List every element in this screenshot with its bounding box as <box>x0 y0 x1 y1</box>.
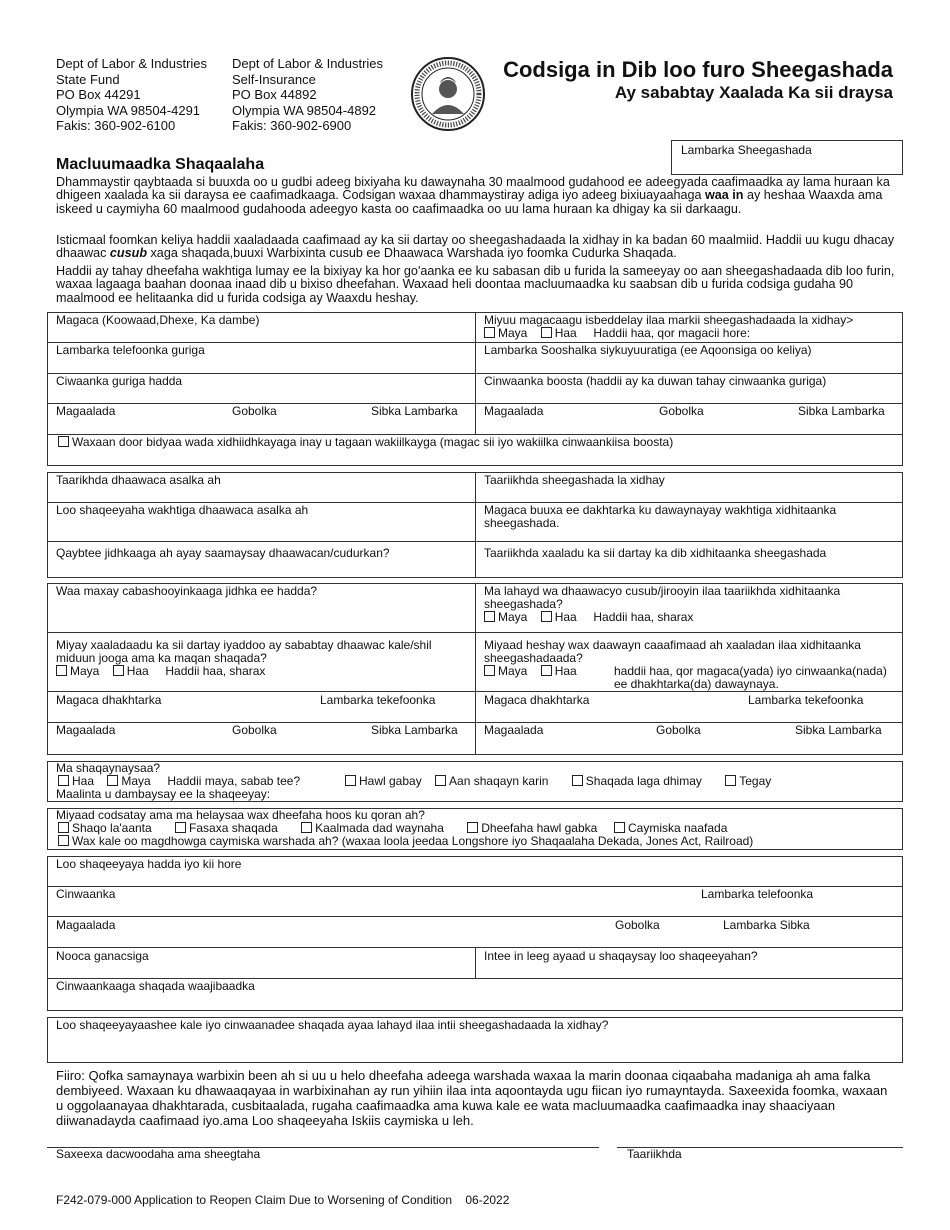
option-label: Maya <box>498 326 528 340</box>
doctor-county-field-2[interactable]: Gobolka <box>656 723 701 737</box>
working-no-checkbox[interactable] <box>58 775 69 786</box>
home-county-field[interactable]: Gobolka <box>232 404 277 418</box>
other-accident-yes-checkbox[interactable] <box>113 665 124 676</box>
po-box: PO Box 44892 <box>232 87 317 102</box>
explain-prompt: Haddii haa, sharax <box>593 610 694 624</box>
reason-laid-off-checkbox[interactable] <box>572 775 583 786</box>
option-label: Wax kale oo magdhowga caymiska warshada ah? (waxaa loola jeedaa Longshore iyo Shaqaalaha Dekada, Jones Act, Railroad) <box>72 834 754 848</box>
form-footer: F242-079-000 Application to Reopen Claim Due to Worsening of Condition 06-2022 <box>56 1193 510 1207</box>
employer-at-injury-field[interactable]: Loo shaqeeyaha wakhtiga dhaawaca asalka ah <box>56 503 309 517</box>
other-insurance-checkbox[interactable] <box>58 835 69 846</box>
employment-length-field[interactable]: Intee in leeg ayaad u shaqaysay loo shaqeeyahan? <box>484 949 758 963</box>
unemployment-checkbox[interactable] <box>58 822 69 833</box>
option-label: Haa <box>126 664 149 678</box>
divider <box>475 583 476 755</box>
mail-county-field[interactable]: Gobolka <box>659 404 704 418</box>
doctor-county-field[interactable]: Gobolka <box>232 723 277 737</box>
city-zip: Olympia WA 98504-4892 <box>232 102 377 118</box>
intro-text: ay heshaa Waaxda ama iskeed u caymiyha 60 maalmood gudahooda adeegyo kasta oo caafimaadka oo uu lama huraan ka dhigay ka sii darkaagu. <box>56 188 883 216</box>
form-subtitle: Ay sababtay Xaalada Ka sii draysa <box>614 83 893 102</box>
mail-city-field[interactable]: Magaalada <box>484 404 544 418</box>
other-industrial-insurance <box>58 835 753 848</box>
divider <box>47 541 903 542</box>
reason-quit-checkbox[interactable] <box>725 775 736 786</box>
intro-emphasis: waa in <box>705 188 744 203</box>
intro-paragraph-2 <box>56 234 896 261</box>
divider <box>47 916 903 917</box>
name-changed-no-checkbox[interactable] <box>484 327 495 338</box>
option-label: Haa <box>554 610 577 624</box>
last-day-worked-field[interactable]: Maalinta u dambaysay ee la shaqeeyay: <box>56 787 271 801</box>
why-not-question: Haddii maya, sabab tee? <box>167 774 301 788</box>
mail-zip-field[interactable]: Sibka Lambarka <box>798 404 885 418</box>
fax-number: Fakis: 360-902-6100 <box>56 118 176 133</box>
treatment-prompt: haddii haa, qor magaca(yada) iyo cinwaanka(nada) ee dhakhtarka(da) dawaynaya. <box>614 664 887 691</box>
home-city-field[interactable]: Magaalada <box>56 404 116 418</box>
intro-emphasis: cusub <box>109 246 148 261</box>
option-label: Haa <box>554 326 577 340</box>
home-zip-field[interactable]: Sibka Lambarka <box>371 404 458 418</box>
option-label: Maya <box>498 610 528 624</box>
option-label: Haa <box>72 774 95 788</box>
business-type-field[interactable]: Nooca ganacsiga <box>56 949 149 963</box>
divider <box>47 632 903 633</box>
worsened-date-field[interactable]: Taariikhda xaaladu ka sii dartay ka dib xidhitaanka sheegashada <box>484 546 827 560</box>
section-title: Macluumaadka Shaqaalaha <box>56 156 265 173</box>
employer-phone-field[interactable]: Lambarka telefoonka <box>701 887 814 901</box>
consent-text: Waxaan door bidyaa wada xidhiidhkayaga inay u tagaan wakiilkayga (magac sii iyo wakiilka cinwaankiisa boosta) <box>72 435 674 449</box>
office-unit: Self-Insurance <box>232 71 316 87</box>
working-yes-checkbox[interactable] <box>107 775 118 786</box>
benefits-question: Miyaad codsatay ama ma helaysaa wax dheefaha hoos ku qoran ah? <box>56 808 425 822</box>
treatment-question: Miyaad heshay wax daawayn caaafimaad ah xaaladan ilaa xidhitaanka sheegashadaada? <box>484 638 861 665</box>
doctor-zip-field[interactable]: Sibka Lambarka <box>371 723 458 737</box>
explain-prompt: Haddii haa, sharax <box>165 664 266 678</box>
option-label: Hawl gabay <box>359 774 422 788</box>
divider <box>475 472 476 578</box>
new-injury-yes-checkbox[interactable] <box>541 611 552 622</box>
fax-number: Fakis: 360-902-6900 <box>232 118 352 133</box>
form-title: Codsiga in Dib loo furo Sheegashada <box>503 57 893 82</box>
dept-name: Dept of Labor & Industries <box>232 56 384 71</box>
state-fund-address <box>56 56 207 134</box>
divider <box>475 947 476 978</box>
current-employer-field[interactable]: Loo shaqeeyaya hadda iyo kii hore <box>56 857 242 871</box>
employer-zip-field[interactable]: Lambarka Sibka <box>723 918 810 932</box>
option-label: Shaqada laga dhimay <box>585 774 702 788</box>
intro-text: Dhammaystir qaybtaada si buuxda oo u gudbi adeeg bixiyaha ku dawaynaha 30 maalmood gudahood ee adeegyada caafimaadka ay lama huraan ka dhigeen xaalada ka sii daraysa ee caafimadkaaga. Codsigan waxaa dhammaystiray adiga iyo adeeg bixiuayaahaga <box>56 175 890 203</box>
home-address-field[interactable]: Ciwaanka guriga hadda <box>56 374 183 388</box>
doctor-name-field[interactable]: Magaca dhakhtarka <box>56 693 162 707</box>
city-zip: Olympia WA 98504-4291 <box>56 102 201 118</box>
fraud-notice: Fiiro: Qofka samaynaya warbixin been ah si uu u helo dheefaha adeega warshada waxaa la marin doonaa ciqaabaha madaniga ah ama falka dembiyeed. Waxaan ku dhawaaqayaa in warbixinahan ay run yihiin ilaa inta aqoontayda ugu fiican iyo rumayntayda. Saxeexida foomka, waxaan u oggolaanayaa dhakhtarada, cusbitaalada, rugaha caafimaadka ama kuwa kale ee wata macluumaadka caafimaadka inay shaaciyaan diiwanadayda caafimaad iyo.ama Loo shaqeeyaha Iskiis caymiska u leh. <box>56 1068 888 1128</box>
treatment-no-checkbox[interactable] <box>484 665 495 676</box>
dept-name: Dept of Labor & Industries <box>56 56 208 71</box>
divider <box>47 691 903 692</box>
other-accident-options <box>56 665 265 678</box>
closing-provider-field[interactable]: Magaca buuxa ee dakhtarka ku dawaynayay wakhtiga xidhitaanka sheegashada. <box>484 503 837 530</box>
doctor-city-field-2[interactable]: Magaalada <box>484 723 544 737</box>
option-label: Maya <box>121 774 151 788</box>
home-phone-field[interactable]: Lambarka telefoonka guriga <box>56 343 205 357</box>
treatment-yes-checkbox[interactable] <box>541 665 552 676</box>
new-injury-no-checkbox[interactable] <box>484 611 495 622</box>
po-box: PO Box 44291 <box>56 87 141 102</box>
option-label: Shaqo la'aanta <box>72 821 152 835</box>
mailing-address-field[interactable]: Cinwaanka boosta (haddii ay ka duwan tahay cinwaanka guriga) <box>484 374 827 388</box>
representative-consent <box>58 436 673 449</box>
new-injury-question: Ma lahayd wa dhaawacyo cusub/jirooyin ilaa taariikhda xidhitaanka sheegashada? <box>484 584 841 611</box>
divider <box>47 403 903 404</box>
option-label: Maya <box>70 664 100 678</box>
public-assistance-checkbox[interactable] <box>301 822 312 833</box>
treatment-options <box>484 665 577 678</box>
injury-date-field[interactable]: Taarikhda dhaawaca asalka ah <box>56 473 221 487</box>
divider <box>47 722 903 723</box>
reason-unable-checkbox[interactable] <box>435 775 446 786</box>
new-injury-options <box>484 611 693 624</box>
intro-paragraph-1 <box>56 176 896 216</box>
employer-county-field[interactable]: Gobolka <box>615 918 660 932</box>
other-accident-no-checkbox[interactable] <box>56 665 67 676</box>
other-accident-question: Miyay xaaladaadu ka sii dartay iyaddoo ay sababtay dhaawac kale/shil miduun jooga ama ka maqan shaqada? <box>56 638 432 665</box>
name-field-label[interactable]: Magaca (Koowaad,Dhexe, Ka dambe) <box>56 313 260 327</box>
intro-text: Isticmaal foomkan keliya haddii xaaladaada caafimaad ay ka sii dartay oo sheegashadaada la xidhay in ka badan 60 maalmiid. Haddii uu kugu dhacay dhaawac <box>56 233 895 261</box>
date-label: Taariikhda <box>627 1147 682 1161</box>
option-label: Aan shaqayn karin <box>449 774 549 788</box>
representative-consent-checkbox[interactable] <box>58 436 69 447</box>
name-changed-question: Miyuu magacaagu isbeddelay ilaa markii sheegashadaada la xidhay> <box>484 313 854 327</box>
other-employers-field[interactable]: Loo shaqeeyayaashee kale iyo cinwaanadee shaqada ayaa lahayd ilaa intii sheegashadaada la xidhay? <box>56 1018 609 1032</box>
option-label: Dheefaha hawl gabka <box>481 821 598 835</box>
intro-paragraph-3: Haddii ay tahay dheefaha wakhtiga lumay ee la bixiyay ka hor go'aanka ee ku sabasan dib u furida la sameeyay oo aan sheegashadaada dib loo furin, waxaa lagaaga baahan doonaa inaad dib u bixiso dheefahan. Waxaad heli doontaa macluumaadka ku saabsan dib u furida codsiga gudaha 90 maalmood ee helitaanka did u furida codsiga ay Waaxdu heshay. <box>56 264 895 305</box>
employer-address-field[interactable]: Cinwaanka <box>56 887 116 901</box>
intro-text: xaga shaqada,buuxi Warbixinta cusub ee Dhaawaca Warshada iyo foomka Cudurka Shaqada. <box>147 246 677 261</box>
reason-retired-checkbox[interactable] <box>345 775 356 786</box>
doctor-phone-field[interactable]: Lambarka tekefoonka <box>320 693 436 707</box>
retirement-benefits-checkbox[interactable] <box>467 822 478 833</box>
option-label: Haa <box>554 664 577 678</box>
doctor-city-field[interactable]: Magaalada <box>56 723 116 737</box>
leave-checkbox[interactable] <box>175 822 186 833</box>
signature-label: Saxeexa dacwoodaha ama sheegtaha <box>56 1147 261 1161</box>
office-unit: State Fund <box>56 71 120 87</box>
option-label: Tegay <box>739 774 772 788</box>
option-label: Caymiska naafada <box>628 821 728 835</box>
current-symptoms-field[interactable]: Waa maxay cabashooyinkaaga jidhka ee hadda? <box>56 584 318 598</box>
reason-options <box>345 775 771 788</box>
claim-number-field[interactable] <box>671 140 903 175</box>
claim-closed-date-field[interactable]: Taariikhda sheegashada la xidhay <box>484 473 665 487</box>
previous-name-prompt: Haddii haa, qor magacii hore: <box>593 326 751 340</box>
self-insurance-address <box>232 56 383 134</box>
working-question: Ma shaqaynaysaa? <box>56 761 161 775</box>
disability-insurance-checkbox[interactable] <box>614 822 625 833</box>
option-label: Kaalmada dad waynaha <box>315 821 444 835</box>
employer-city-field[interactable]: Magaalada <box>56 918 116 932</box>
doctor-name-field-2[interactable]: Magaca dhakhtarka <box>484 693 590 707</box>
option-label: Fasaxa shaqada <box>189 821 278 835</box>
doctor-zip-field-2[interactable]: Sibka Lambarka <box>795 723 882 737</box>
body-parts-field[interactable]: Qaybtee jidhkaaga ah ayay saamaysay dhaawacan/cudurkan? <box>56 546 390 560</box>
name-changed-options <box>484 327 750 340</box>
doctor-phone-field-2[interactable]: Lambarka tekefoonka <box>748 693 864 707</box>
claim-number-label: Lambarka Sheegashada <box>681 143 812 157</box>
option-label: Maya <box>498 664 528 678</box>
name-changed-yes-checkbox[interactable] <box>541 327 552 338</box>
job-title-duties-field[interactable]: Cinwaankaaga shaqada waajibaadka <box>56 979 255 993</box>
ssn-field[interactable]: Lambarka Sooshalka siykuyuuratiga (ee Aqoonsiga oo keliya) <box>484 343 812 357</box>
